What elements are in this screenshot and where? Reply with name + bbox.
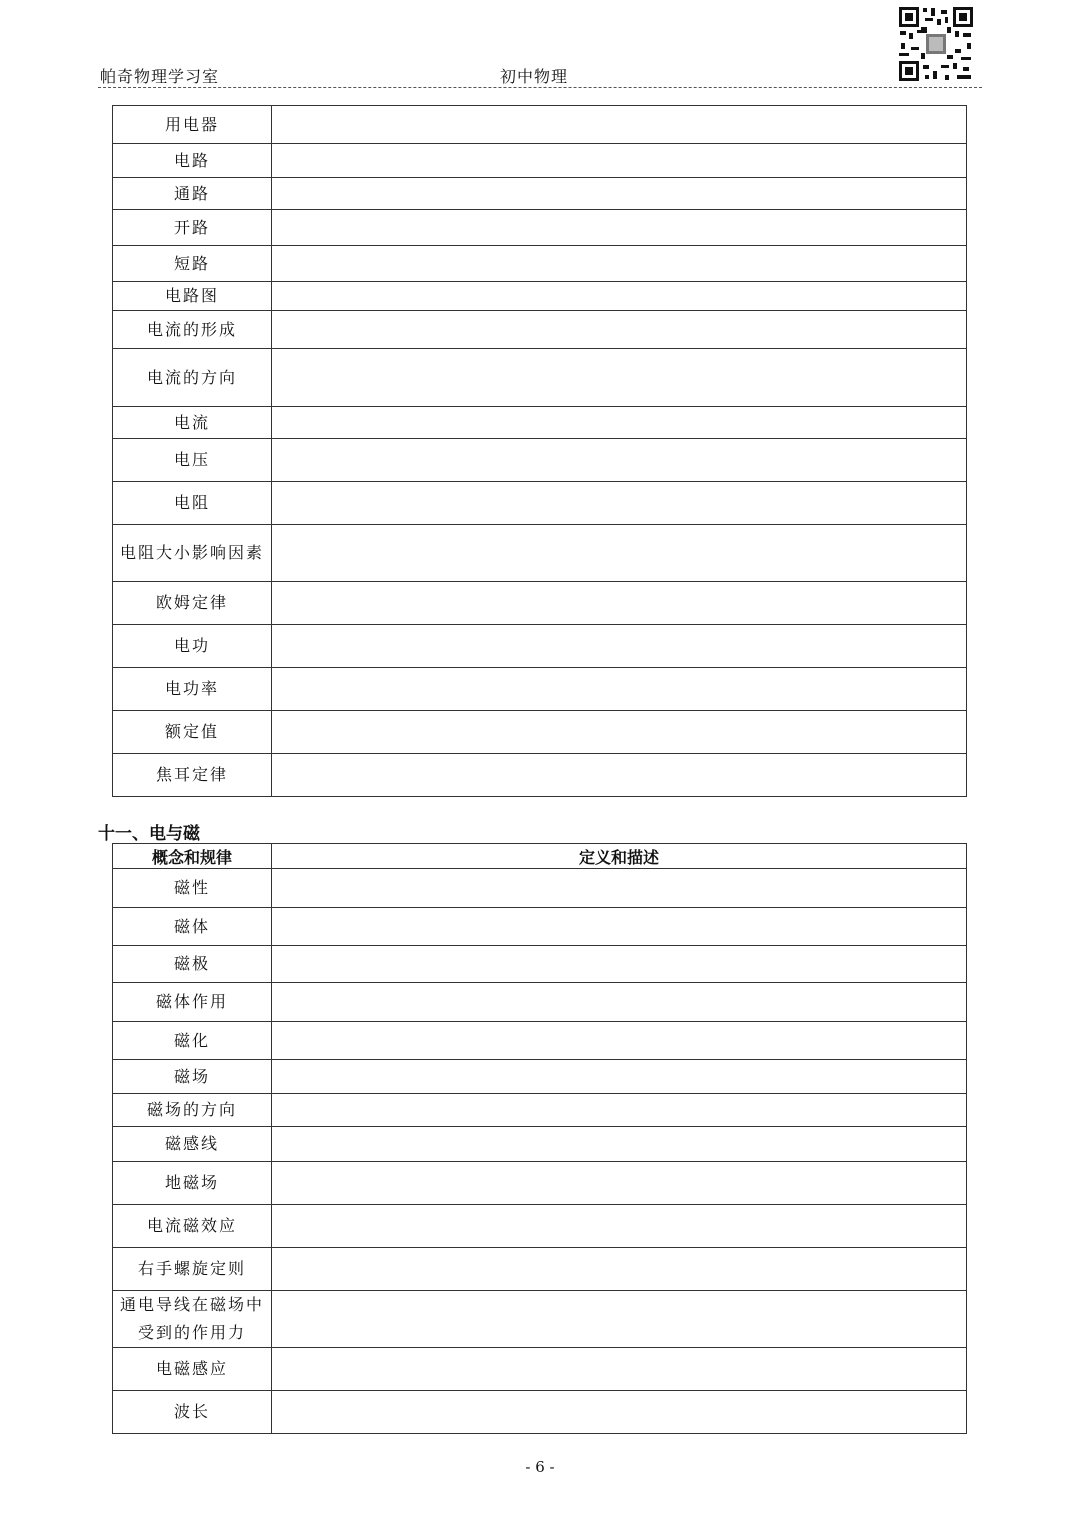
table-row [113, 1205, 967, 1248]
concept-term: 电阻 [113, 482, 272, 525]
table-row [113, 869, 967, 908]
definition-cell[interactable] [272, 1162, 967, 1205]
concept-term: 电流磁效应 [113, 1205, 272, 1248]
table-row [113, 311, 967, 349]
table-row [113, 1248, 967, 1291]
definition-cell[interactable] [272, 106, 967, 144]
table-row [113, 1291, 967, 1348]
electromagnetism-concepts-table [112, 843, 967, 1434]
concept-term: 电磁感应 [113, 1348, 272, 1391]
table-row [113, 178, 967, 210]
concept-term: 通路 [113, 178, 272, 210]
concept-term: 右手螺旋定则 [113, 1248, 272, 1291]
table-row [113, 711, 967, 754]
col-header-concept: 概念和规律 [113, 844, 272, 869]
table-row [113, 582, 967, 625]
definition-cell[interactable] [272, 1022, 967, 1060]
table-header-row [113, 844, 967, 869]
concept-term: 开路 [113, 210, 272, 246]
qr-code-icon [897, 5, 975, 83]
table-row [113, 246, 967, 282]
concept-term: 电路图 [113, 282, 272, 311]
definition-cell[interactable] [272, 908, 967, 946]
definition-cell[interactable] [272, 869, 967, 908]
definition-cell[interactable] [272, 1060, 967, 1094]
table-row [113, 625, 967, 668]
definition-cell[interactable] [272, 668, 967, 711]
table-row [113, 482, 967, 525]
table-row [113, 210, 967, 246]
concept-term: 电功率 [113, 668, 272, 711]
table-row [113, 282, 967, 311]
table-row [113, 1060, 967, 1094]
definition-cell[interactable] [272, 311, 967, 349]
definition-cell[interactable] [272, 1291, 967, 1348]
table-row [113, 349, 967, 407]
concept-term: 焦耳定律 [113, 754, 272, 797]
concept-term: 地磁场 [113, 1162, 272, 1205]
concept-term: 用电器 [113, 106, 272, 144]
section-title-electromagnetism: 十一、电与磁 [98, 824, 200, 844]
definition-cell[interactable] [272, 1205, 967, 1248]
table-row [113, 946, 967, 983]
definition-cell[interactable] [272, 1248, 967, 1291]
definition-cell[interactable] [272, 407, 967, 439]
concept-term: 磁场 [113, 1060, 272, 1094]
concept-term: 欧姆定律 [113, 582, 272, 625]
concept-term: 磁极 [113, 946, 272, 983]
definition-cell[interactable] [272, 282, 967, 311]
table-row [113, 407, 967, 439]
definition-cell[interactable] [272, 439, 967, 482]
concept-term: 电阻大小影响因素 [113, 525, 272, 582]
definition-cell[interactable] [272, 349, 967, 407]
header-divider [98, 87, 982, 88]
concept-term: 电压 [113, 439, 272, 482]
definition-cell[interactable] [272, 711, 967, 754]
definition-cell[interactable] [272, 210, 967, 246]
definition-cell[interactable] [272, 983, 967, 1022]
concept-term: 磁场的方向 [113, 1094, 272, 1127]
table-row [113, 754, 967, 797]
definition-cell[interactable] [272, 482, 967, 525]
table-row [113, 1348, 967, 1391]
table-row [113, 1022, 967, 1060]
concept-term: 额定值 [113, 711, 272, 754]
concept-term: 电功 [113, 625, 272, 668]
concept-term: 磁性 [113, 869, 272, 908]
definition-cell[interactable] [272, 1127, 967, 1162]
concept-term: 电流的形成 [113, 311, 272, 349]
definition-cell[interactable] [272, 754, 967, 797]
concept-term: 电流的方向 [113, 349, 272, 407]
concept-term: 电流 [113, 407, 272, 439]
definition-cell[interactable] [272, 1391, 967, 1434]
definition-cell[interactable] [272, 1094, 967, 1127]
concept-term: 磁体 [113, 908, 272, 946]
definition-cell[interactable] [272, 582, 967, 625]
table-row [113, 1391, 967, 1434]
table-row [113, 1094, 967, 1127]
concept-term: 电路 [113, 144, 272, 178]
table-row [113, 908, 967, 946]
definition-cell[interactable] [272, 1348, 967, 1391]
definition-cell[interactable] [272, 625, 967, 668]
concept-term: 磁化 [113, 1022, 272, 1060]
col-header-definition: 定义和描述 [272, 844, 967, 869]
table-row [113, 439, 967, 482]
electricity-concepts-table [112, 105, 967, 797]
definition-cell[interactable] [272, 525, 967, 582]
table-row [113, 668, 967, 711]
concept-term: 磁感线 [113, 1127, 272, 1162]
page-number: - 6 - [525, 1458, 555, 1476]
definition-cell[interactable] [272, 178, 967, 210]
definition-cell[interactable] [272, 144, 967, 178]
table-row [113, 983, 967, 1022]
definition-cell[interactable] [272, 246, 967, 282]
table-row [113, 106, 967, 144]
header-subject: 初中物理 [500, 67, 569, 86]
header-publisher: 帕奇物理学习室 [100, 67, 220, 86]
table-row [113, 525, 967, 582]
concept-term: 磁体作用 [113, 983, 272, 1022]
table-row [113, 1127, 967, 1162]
table-row [113, 144, 967, 178]
concept-term: 短路 [113, 246, 272, 282]
concept-term: 通电导线在磁场中受到的作用力 [113, 1291, 272, 1348]
definition-cell[interactable] [272, 946, 967, 983]
table-row [113, 1162, 967, 1205]
page-header [0, 0, 1080, 90]
concept-term: 波长 [113, 1391, 272, 1434]
